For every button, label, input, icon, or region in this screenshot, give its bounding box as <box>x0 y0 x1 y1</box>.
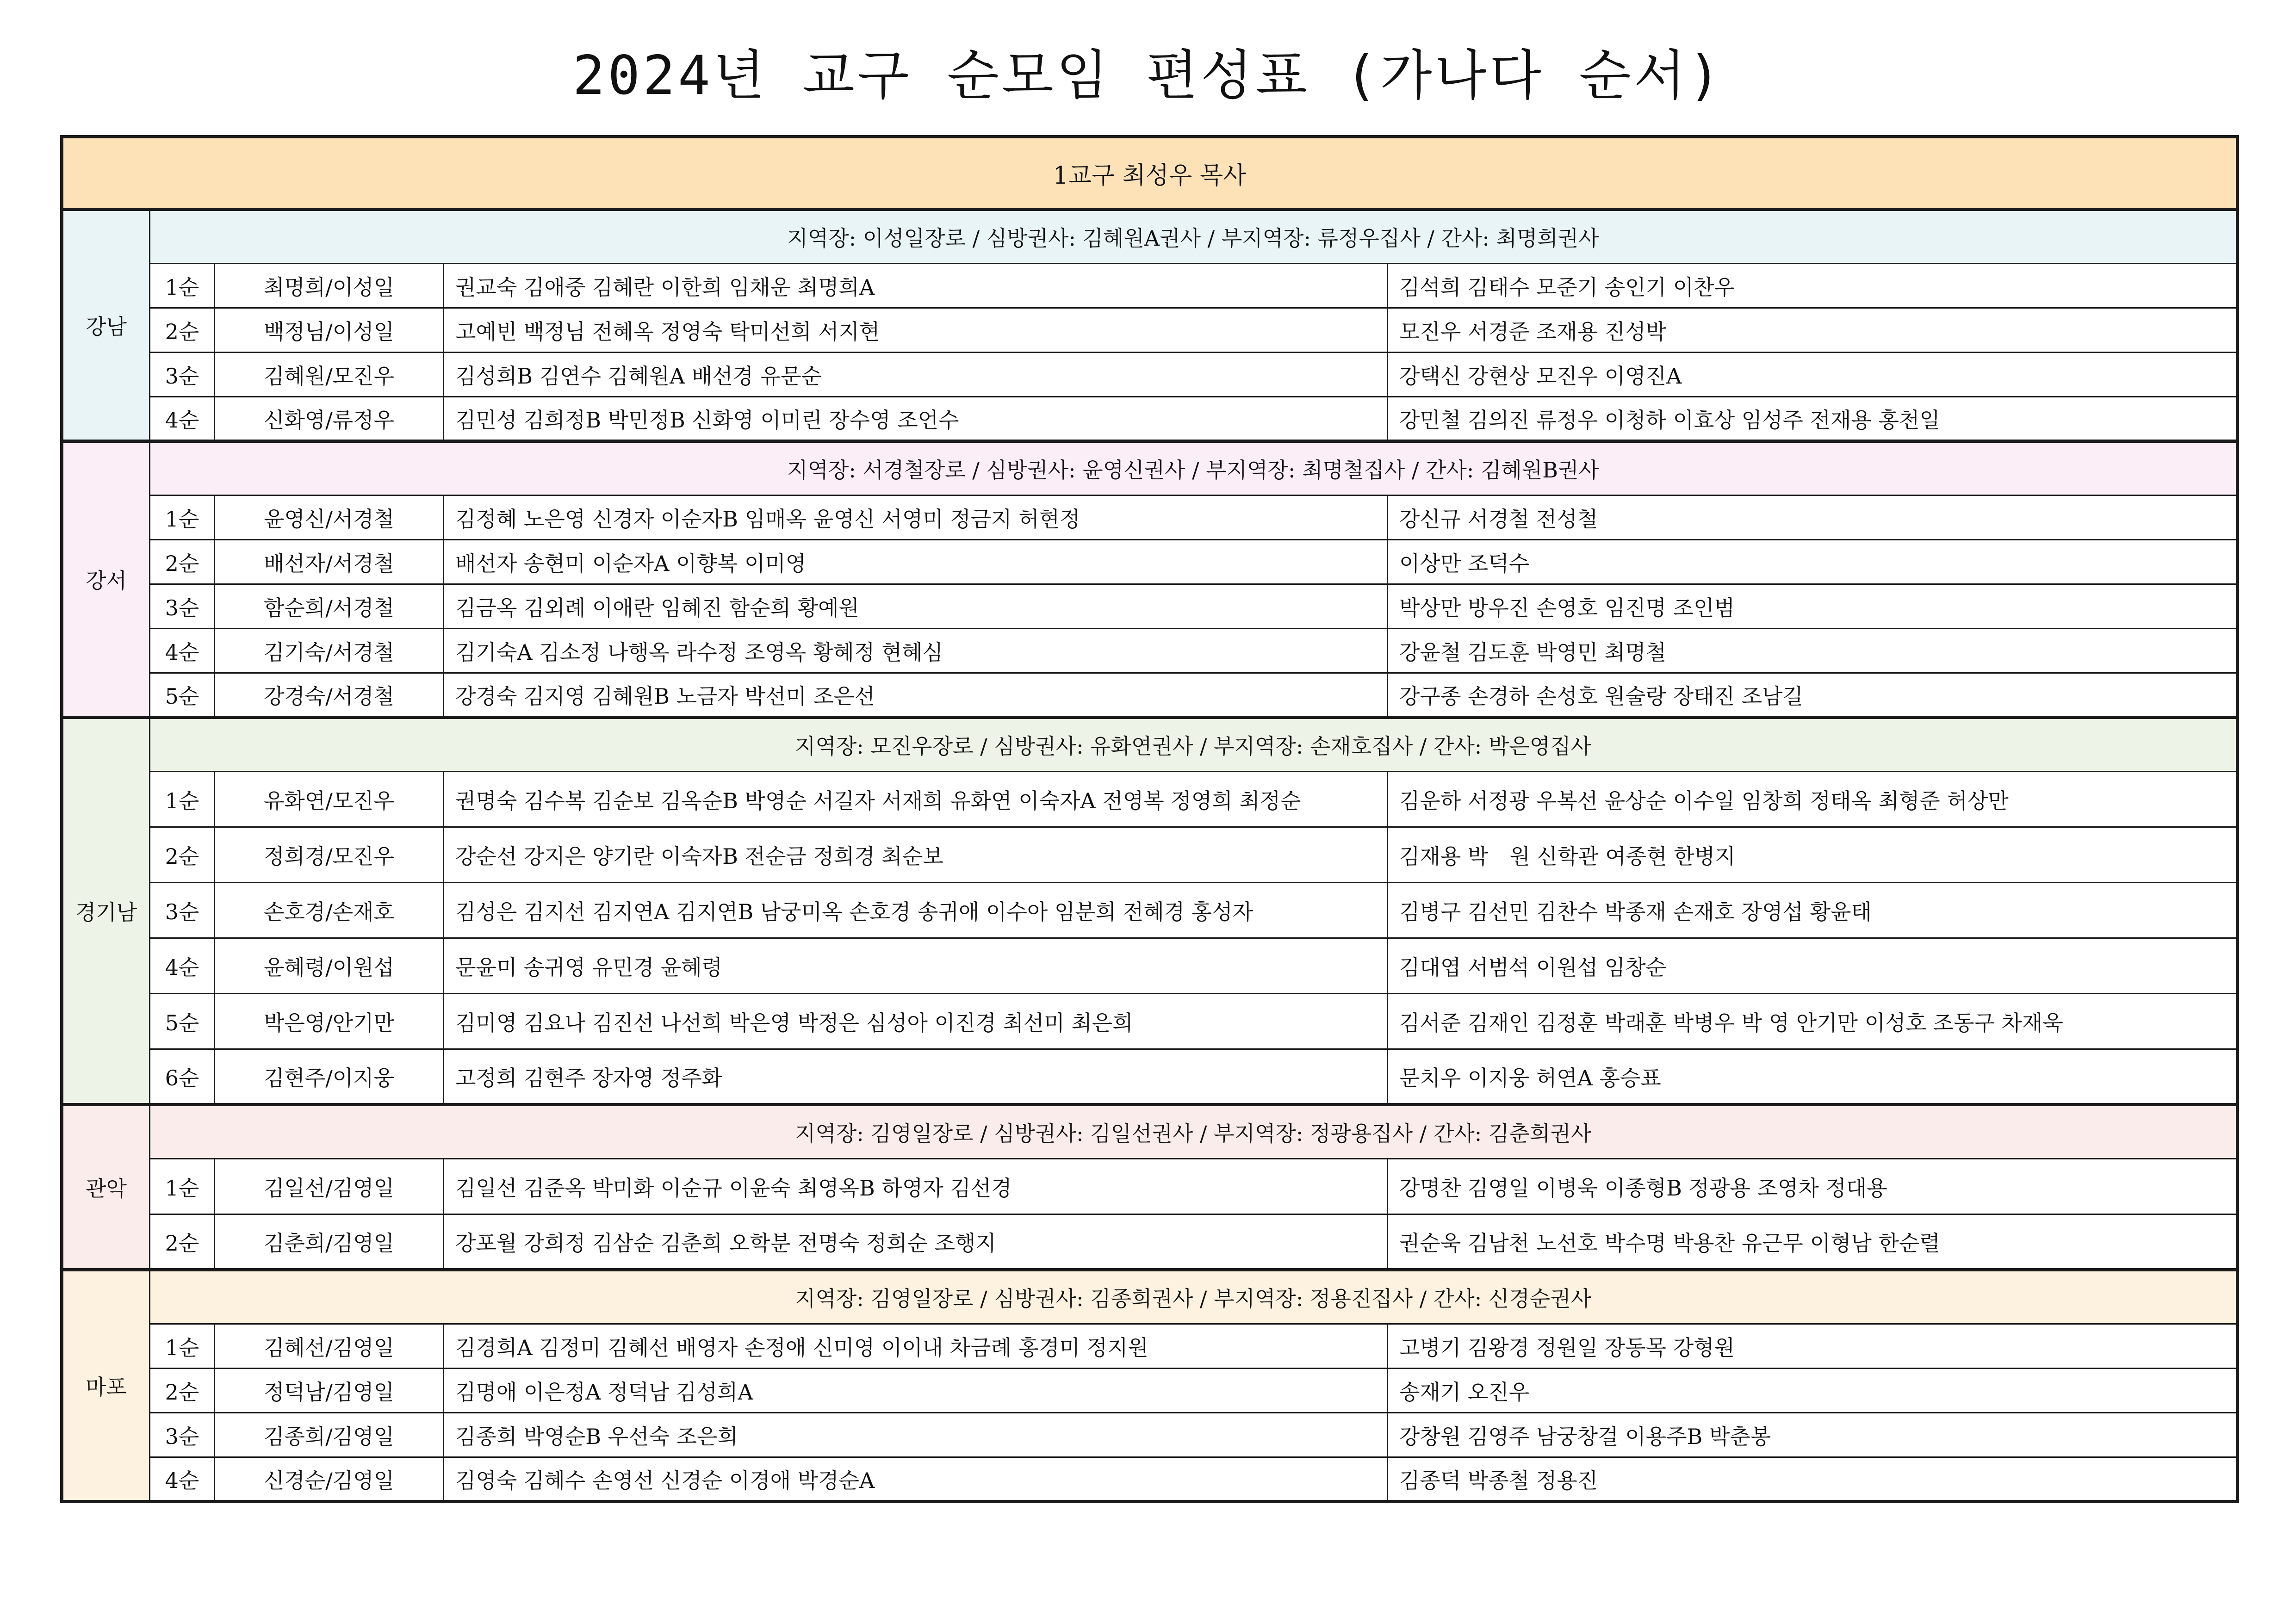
table-row <box>62 264 2238 308</box>
women-members: 김성희B 김연수 김혜원A 배선경 유문순 <box>444 353 1388 397</box>
men-members: 강민철 김의진 류정우 이청하 이효상 임성주 전재용 홍천일 <box>1388 397 2238 441</box>
women-members: 권교숙 김애중 김혜란 이한희 임채운 최명희A <box>444 264 1388 308</box>
group-number: 4순 <box>150 397 215 441</box>
region-info-row <box>62 718 2238 772</box>
men-members: 강택신 강현상 모진우 이영진A <box>1388 353 2238 397</box>
group-leader: 김일선/김영일 <box>215 1159 444 1214</box>
group-leader: 배선자/서경철 <box>215 540 444 584</box>
men-members: 송재기 오진우 <box>1388 1369 2238 1413</box>
women-members: 김민성 김희정B 박민정B 신화영 이미린 장수영 조언수 <box>444 397 1388 441</box>
region-label: 경기남 <box>62 718 150 1105</box>
group-leader: 박은영/안기만 <box>215 994 444 1049</box>
table-row <box>62 584 2238 629</box>
group-leader: 백정님/이성일 <box>215 308 444 353</box>
women-members: 강경숙 김지영 김혜원B 노금자 박선미 조은선 <box>444 673 1388 718</box>
table-row <box>62 827 2238 883</box>
region-info-row <box>62 1270 2238 1324</box>
group-leader: 김춘희/김영일 <box>215 1214 444 1270</box>
men-members: 강창원 김영주 남궁창걸 이용주B 박춘봉 <box>1388 1413 2238 1457</box>
region-staff-info: 지역장: 서경철장로 / 심방권사: 윤영신권사 / 부지역장: 최명철집사 / 간사: 김혜원B권사 <box>150 441 2238 496</box>
table-row <box>62 496 2238 540</box>
region-staff-info: 지역장: 김영일장로 / 심방권사: 김종희권사 / 부지역장: 정용진집사 / 간사: 신경순권사 <box>150 1270 2238 1324</box>
men-members: 권순욱 김남천 노선호 박수명 박용찬 유근무 이형남 한순렬 <box>1388 1214 2238 1270</box>
group-roster-table <box>60 135 2239 1503</box>
table-row <box>62 1159 2238 1214</box>
group-number: 4순 <box>150 938 215 994</box>
women-members: 김영숙 김혜수 손영선 신경순 이경애 박경순A <box>444 1457 1388 1502</box>
group-number: 2순 <box>150 540 215 584</box>
women-members: 강포월 강희정 김삼순 김춘희 오학분 전명숙 정희순 조행지 <box>444 1214 1388 1270</box>
group-leader: 김혜선/김영일 <box>215 1324 444 1369</box>
region-label: 관악 <box>62 1105 150 1270</box>
table-row <box>62 1324 2238 1369</box>
table-row <box>62 1413 2238 1457</box>
group-leader: 신경순/김영일 <box>215 1457 444 1502</box>
men-members: 고병기 김왕경 정원일 장동목 강형원 <box>1388 1324 2238 1369</box>
men-members: 강윤철 김도훈 박영민 최명철 <box>1388 629 2238 673</box>
table-row <box>62 397 2238 441</box>
men-members: 김운하 서정광 우복선 윤상순 이수일 임창희 정태옥 최형준 허상만 <box>1388 772 2238 827</box>
group-number: 5순 <box>150 673 215 718</box>
region-staff-info: 지역장: 이성일장로 / 심방권사: 김혜원A권사 / 부지역장: 류정우집사 / 간사: 최명희권사 <box>150 210 2238 264</box>
women-members: 문윤미 송귀영 유민경 윤혜령 <box>444 938 1388 994</box>
women-members: 김정혜 노은영 신경자 이순자B 임매옥 윤영신 서영미 정금지 허현정 <box>444 496 1388 540</box>
group-number: 5순 <box>150 994 215 1049</box>
group-number: 1순 <box>150 1159 215 1214</box>
group-leader: 김기숙/서경철 <box>215 629 444 673</box>
region-label: 강서 <box>62 441 150 718</box>
men-members: 박상만 방우진 손영호 임진명 조인범 <box>1388 584 2238 629</box>
women-members: 김경희A 김정미 김혜선 배영자 손정애 신미영 이이내 차금례 홍경미 정지원 <box>444 1324 1388 1369</box>
group-leader: 정희경/모진우 <box>215 827 444 883</box>
women-members: 김미영 김요나 김진선 나선희 박은영 박정은 심성아 이진경 최선미 최은희 <box>444 994 1388 1049</box>
men-members: 문치우 이지웅 허연A 홍승표 <box>1388 1049 2238 1105</box>
group-leader: 유화연/모진우 <box>215 772 444 827</box>
group-number: 2순 <box>150 1214 215 1270</box>
group-number: 3순 <box>150 584 215 629</box>
group-number: 3순 <box>150 353 215 397</box>
women-members: 고예빈 백정님 전혜옥 정영숙 탁미선희 서지현 <box>444 308 1388 353</box>
men-members: 김석희 김태수 모준기 송인기 이찬우 <box>1388 264 2238 308</box>
table-header-row <box>62 137 2238 210</box>
table-row <box>62 1049 2238 1105</box>
group-leader: 윤영신/서경철 <box>215 496 444 540</box>
region-staff-info: 지역장: 김영일장로 / 심방권사: 김일선권사 / 부지역장: 정광용집사 / 간사: 김춘희권사 <box>150 1105 2238 1159</box>
men-members: 김재용 박 원 신학관 여종현 한병지 <box>1388 827 2238 883</box>
women-members: 김일선 김준옥 박미화 이순규 이윤숙 최영옥B 하영자 김선경 <box>444 1159 1388 1214</box>
table-row <box>62 673 2238 718</box>
women-members: 김성은 김지선 김지연A 김지연B 남궁미옥 손호경 송귀애 이수아 임분희 전혜경 홍성자 <box>444 883 1388 938</box>
men-members: 강구종 손경하 손성호 원술랑 장태진 조남길 <box>1388 673 2238 718</box>
region-staff-info: 지역장: 모진우장로 / 심방권사: 유화연권사 / 부지역장: 손재호집사 / 간사: 박은영집사 <box>150 718 2238 772</box>
region-label: 마포 <box>62 1270 150 1502</box>
group-number: 2순 <box>150 308 215 353</box>
group-leader: 신화영/류정우 <box>215 397 444 441</box>
group-number: 4순 <box>150 629 215 673</box>
region-info-row <box>62 210 2238 264</box>
group-leader: 강경숙/서경철 <box>215 673 444 718</box>
region-label: 강남 <box>62 210 150 441</box>
page-title: 2024년 교구 순모임 편성표 (가나다 순서) <box>572 44 1724 107</box>
table-row <box>62 308 2238 353</box>
men-members: 모진우 서경준 조재용 진성박 <box>1388 308 2238 353</box>
men-members: 김대엽 서범석 이원섭 임창순 <box>1388 938 2238 994</box>
men-members: 강명찬 김영일 이병욱 이종형B 정광용 조영차 정대용 <box>1388 1159 2238 1214</box>
group-number: 2순 <box>150 1369 215 1413</box>
women-members: 배선자 송현미 이순자A 이향복 이미영 <box>444 540 1388 584</box>
group-number: 6순 <box>150 1049 215 1105</box>
table-row <box>62 629 2238 673</box>
table-row <box>62 540 2238 584</box>
table-row <box>62 1214 2238 1270</box>
women-members: 권명숙 김수복 김순보 김옥순B 박영순 서길자 서재희 유화연 이숙자A 전영복 정영희 최정순 <box>444 772 1388 827</box>
group-number: 3순 <box>150 1413 215 1457</box>
group-leader: 김혜원/모진우 <box>215 353 444 397</box>
group-leader: 함순희/서경철 <box>215 584 444 629</box>
group-number: 1순 <box>150 1324 215 1369</box>
women-members: 김명애 이은정A 정덕남 김성희A <box>444 1369 1388 1413</box>
table-row <box>62 994 2238 1049</box>
group-leader: 김현주/이지웅 <box>215 1049 444 1105</box>
group-number: 2순 <box>150 827 215 883</box>
table-row <box>62 1457 2238 1502</box>
region-info-row <box>62 1105 2238 1159</box>
men-members: 김서준 김재인 김정훈 박래훈 박병우 박 영 안기만 이성호 조동구 차재욱 <box>1388 994 2238 1049</box>
group-leader: 윤혜령/이원섭 <box>215 938 444 994</box>
group-number: 3순 <box>150 883 215 938</box>
parish-header: 1교구 최성우 목사 <box>62 137 2238 210</box>
table-row <box>62 1369 2238 1413</box>
men-members: 김병구 김선민 김찬수 박종재 손재호 장영섭 황윤태 <box>1388 883 2238 938</box>
women-members: 김금옥 김외례 이애란 임혜진 함순희 황예원 <box>444 584 1388 629</box>
group-number: 4순 <box>150 1457 215 1502</box>
table-row <box>62 938 2238 994</box>
group-leader: 정덕남/김영일 <box>215 1369 444 1413</box>
women-members: 김기숙A 김소정 나행옥 라수정 조영옥 황혜정 현혜심 <box>444 629 1388 673</box>
table-row <box>62 883 2238 938</box>
group-leader: 최명희/이성일 <box>215 264 444 308</box>
group-number: 1순 <box>150 264 215 308</box>
group-number: 1순 <box>150 772 215 827</box>
table-row <box>62 772 2238 827</box>
men-members: 김종덕 박종철 정용진 <box>1388 1457 2238 1502</box>
group-leader: 손호경/손재호 <box>215 883 444 938</box>
group-leader: 김종희/김영일 <box>215 1413 444 1457</box>
women-members: 김종희 박영순B 우선숙 조은희 <box>444 1413 1388 1457</box>
men-members: 강신규 서경철 전성철 <box>1388 496 2238 540</box>
men-members: 이상만 조덕수 <box>1388 540 2238 584</box>
table-row <box>62 353 2238 397</box>
women-members: 고정희 김현주 장자영 정주화 <box>444 1049 1388 1105</box>
region-info-row <box>62 441 2238 496</box>
women-members: 강순선 강지은 양기란 이숙자B 전순금 정희경 최순보 <box>444 827 1388 883</box>
group-number: 1순 <box>150 496 215 540</box>
